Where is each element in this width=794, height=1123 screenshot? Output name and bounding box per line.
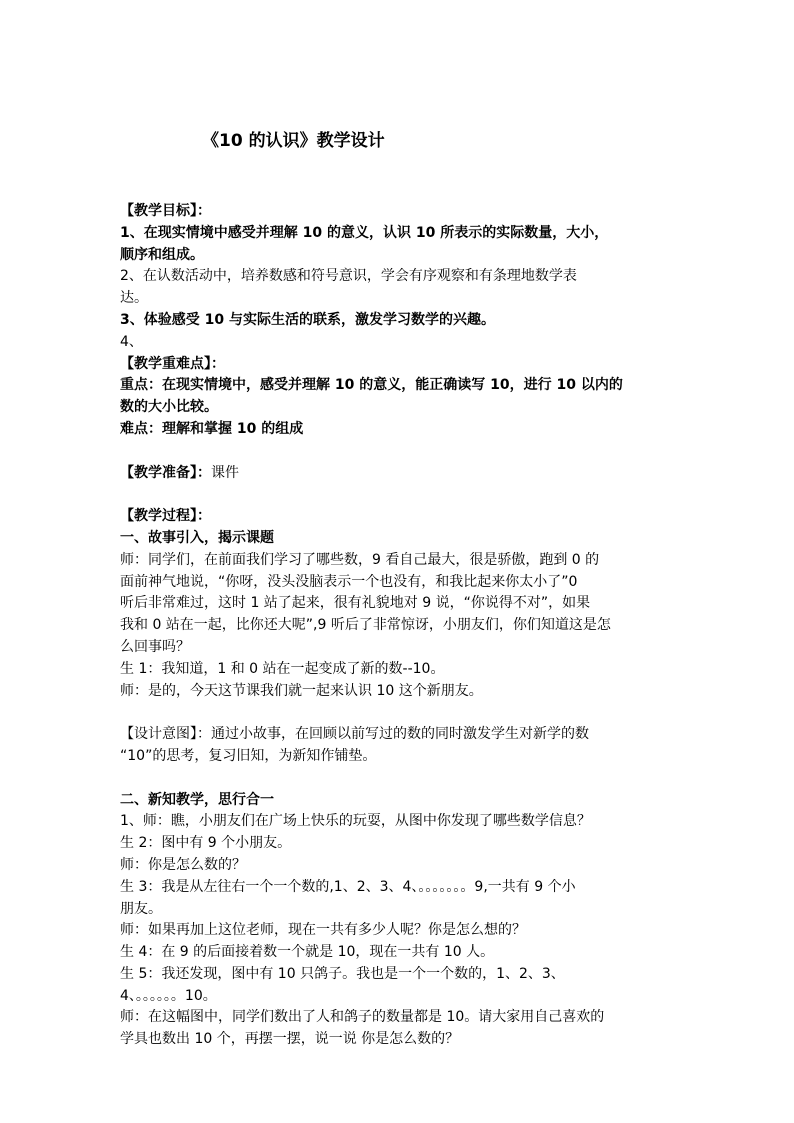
spacer — [120, 702, 680, 724]
paragraph-line: 师：如果再加上这位老师，现在一共有多少人呢？你是怎么想的？ — [120, 922, 526, 939]
paragraph-line: 1、师：瞧，小朋友们在广场上快乐的玩耍，从图中你发现了哪些数学信息？ — [120, 813, 591, 830]
paragraph-line: 学具也数出 10 个，再摆一摆，说一说 你是怎么数的？ — [120, 1031, 460, 1048]
objectives-heading: 【教学目标】： — [120, 203, 211, 219]
process-heading: 【教学过程】： — [120, 508, 211, 525]
preparation-label: 【教学准备】： — [120, 464, 211, 481]
paragraph-line: 朋友。 — [120, 900, 162, 917]
section-title: 二、新知教学，思行合一 — [120, 791, 274, 808]
document-title: 《10 的认识》教学设计 — [202, 131, 385, 151]
spacer — [120, 441, 680, 463]
design-intent-line: 【设计意图】：通过小故事，在回顾以前写过的数的同时激发学生对新学的数 — [120, 726, 589, 743]
objective-line: 达。 — [120, 290, 148, 307]
paragraph-line: 面前神气地说，“你呀，没头没脑表示一个也没有，和我比起来你太小了”0 — [120, 573, 578, 590]
objective-line: 3、体验感受 10 与实际生活的联系，激发学习数学的兴趣。 — [120, 311, 495, 328]
paragraph-line: 生 1：我知道，1 和 0 站在一起变成了新的数--10。 — [120, 660, 445, 677]
section-title: 一、故事引入，揭示课题 — [120, 529, 274, 546]
spacer — [120, 768, 680, 790]
key-point-line: 数的大小比较。 — [120, 399, 218, 416]
paragraph-line: 生 2：图中有 9 个小朋友。 — [120, 835, 292, 852]
key-point-line: 重点：在现实情境中，感受并理解 10 的意义，能正确读写 10，进行 10 以内的 — [120, 377, 623, 394]
paragraph-line: 生 4：在 9 的后面接着数一个就是 10，现在一共有 10 人。 — [120, 944, 495, 961]
paragraph-line: 么回事吗？ — [120, 638, 190, 655]
paragraph-line: 师：是的，今天这节课我们就一起来认识 10 这个新朋友。 — [120, 682, 483, 699]
objective-line: 2、在认数活动中，培养数感和符号意识，学会有序观察和有条理地数学表 — [120, 268, 577, 285]
paragraph-line: 师：在这幅图中，同学们数出了人和鸽子的数量都是 10。请大家用自己喜欢的 — [120, 1009, 605, 1026]
paragraph-line: 师：同学们，在前面我们学习了哪些数，9 看自己最大，很是骄傲，跑到 0 的 — [120, 551, 600, 568]
objective-line: 4、 — [120, 333, 143, 350]
document-body — [120, 201, 680, 1051]
paragraph-line: 生 3：我是从左往右一个一个数的,1、2、3、4、。。。。。。。9,一共有 9 个小 — [120, 878, 576, 895]
paragraph-line: 师：你是怎么数的？ — [120, 856, 246, 873]
objective-line: 1、在现实情境中感受并理解 10 的意义，认识 10 所表示的实际数量，大小， — [120, 224, 609, 241]
paragraph-line: 生 5：我还发现，图中有 10 只鸽子。我也是一个一个数的，1、2、3、 — [120, 965, 565, 982]
objective-line: 顺序和组成。 — [120, 246, 204, 263]
design-intent-line: “10”的思考，复习旧知，为新知作铺垫。 — [120, 747, 377, 764]
preparation-line — [120, 463, 680, 485]
spacer — [120, 484, 680, 506]
paragraph-line: 听后非常难过，这时 1 站了起来，很有礼貌地对 9 说，“你说得不对”，如果 — [120, 595, 591, 612]
paragraph-line: 4、。。。。。。10。 — [120, 987, 217, 1004]
key-points-heading: 【教学重难点】： — [120, 355, 225, 372]
paragraph-line: 我和 0 站在一起，比你还大呢”,9 听后了非常惊讶，小朋友们，你们知道这是怎 — [120, 617, 611, 634]
key-point-line: 难点：理解和掌握 10 的组成 — [120, 420, 304, 437]
preparation-text: 课件 — [211, 464, 239, 481]
